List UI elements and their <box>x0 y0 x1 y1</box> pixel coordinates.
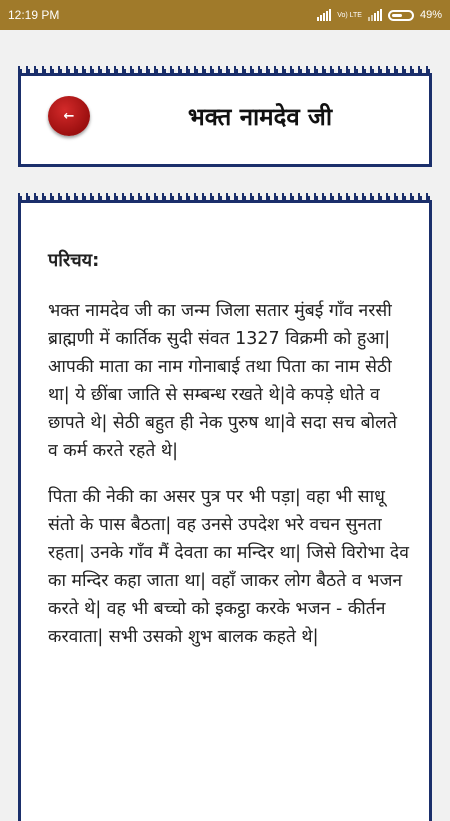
paragraph-2: पिता की नेकी का असर पुत्र पर भी पड़ा| वहा भी साधू संतो के पास बैठता| वह उनसे उपदेश भरे वचन सुनता रहता| उनके गाँव मैं देवता का मन्दिर था| जिसे विरोभा देव का मन्दिर कहा जाता था| वहाँ जाकर लोग बैठते व भजन करते थे| वह भी बच्चो को इकट्ठा करके भजन - कीर्तन करवाता| सभी उसको शुभ बालक कहते थे| <box>48 487 409 647</box>
battery-percent: 49% <box>419 9 442 21</box>
header-bottom-border <box>18 164 432 167</box>
status-time: 12:19 PM <box>8 8 60 22</box>
decorative-border <box>18 66 432 76</box>
left-arrow-icon: ← <box>63 108 75 124</box>
battery-icon <box>388 10 414 21</box>
signal-strength-icon-2 <box>368 9 382 21</box>
header-card <box>18 74 432 167</box>
page-title: भक्त नामदेव जी <box>187 103 333 131</box>
section-heading: परिचय: <box>48 250 100 271</box>
lte-label: Vo) LTE <box>337 11 362 19</box>
content-card <box>18 201 432 821</box>
decorative-border <box>18 193 432 203</box>
status-icons <box>317 6 442 24</box>
signal-strength-icon <box>317 9 331 21</box>
status-bar <box>0 0 450 30</box>
paragraph-1: भक्त नामदेव जी का जन्म जिला सतार मुंबई गाँव नरसी ब्राह्मणी में कार्तिक सुदी संवत 1327 विक्रमी को हुआ| आपकी माता का नाम गोनाबाई तथा पिता का नाम सेठी था| ये छींबा जाति से सम्बन्ध रखते थे|वे कपड़े धोते व छापते थे| सेठी बहुत ही नेक पुरुष था|वे सदा सच बोलते व कर्म करते रहते थे| <box>48 301 398 461</box>
content-body <box>48 251 409 669</box>
